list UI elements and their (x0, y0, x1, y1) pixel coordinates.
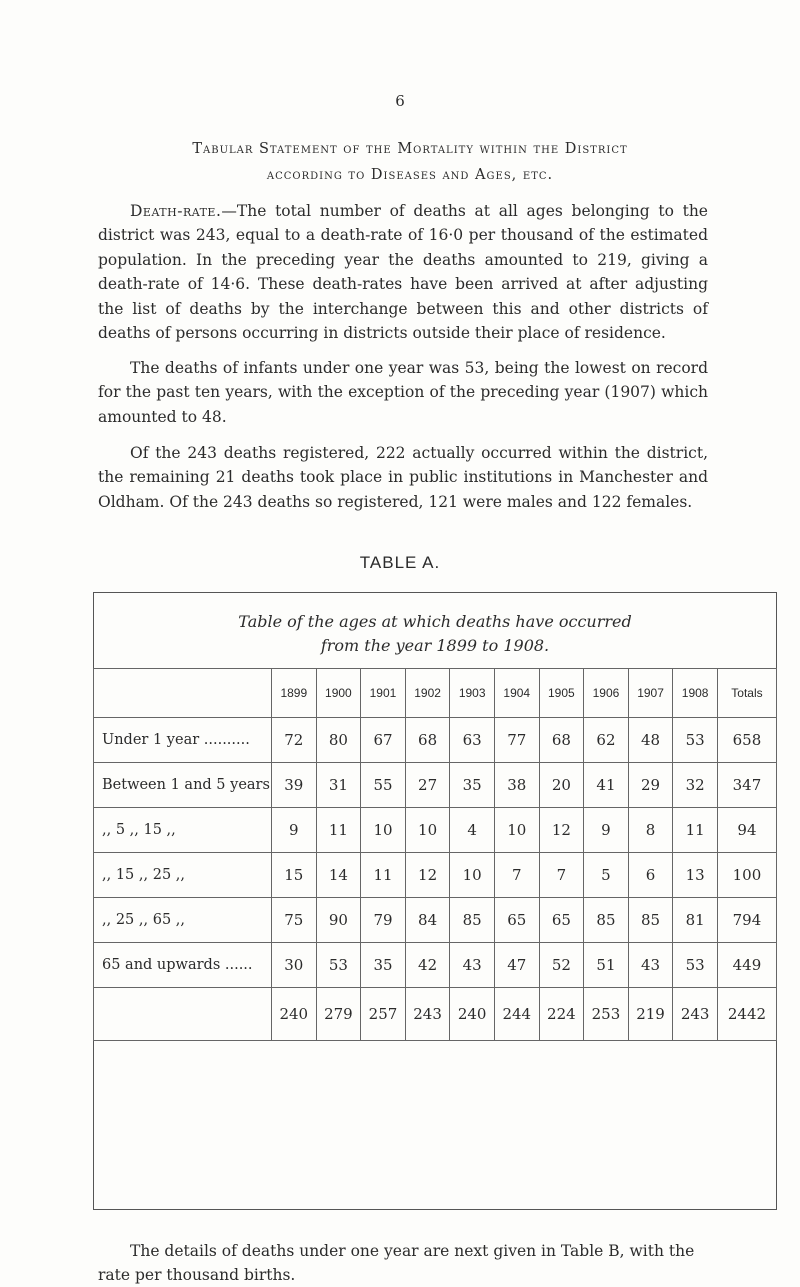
table-cell: 15 (272, 853, 317, 898)
table-cell: 8 (628, 808, 673, 853)
document-heading (100, 136, 720, 188)
row-label: ,, 25 ,, 65 ,, (94, 898, 272, 943)
totals-label-cell (94, 988, 272, 1041)
table-cell: 38 (494, 763, 539, 808)
death-rate-paragraph (98, 199, 708, 346)
death-rate-text: —The total number of deaths at all ages belonging to the district was 243, equal to a death-rate of 16·0 per thousand of the estimated population. In the preceding year the deaths amounted to 219, giving a death-rate of 14·6. These death-rates have been arrived at after adjusting the list of deaths by the interchange between this and other districts of deaths of persons occurring in districts outside their place of residence. (98, 201, 708, 342)
totals-cell: 243 (673, 988, 718, 1041)
table-cell: 68 (405, 718, 450, 763)
header-cell: 1905 (539, 669, 584, 718)
header-row (94, 669, 777, 718)
table-cell: 658 (717, 718, 776, 763)
table-cell: 80 (316, 718, 361, 763)
table-cell: 77 (494, 718, 539, 763)
mortality-table (93, 668, 777, 1041)
table-cell: 39 (272, 763, 317, 808)
table-cell: 11 (316, 808, 361, 853)
row-label: Under 1 year .......... (94, 718, 272, 763)
caption-line-2: from the year 1899 to 1908. (320, 636, 550, 655)
header-cell: 1901 (361, 669, 406, 718)
table-cell: 9 (584, 808, 629, 853)
table-cell: 9 (272, 808, 317, 853)
totals-cell: 2442 (717, 988, 776, 1041)
table-cell: 35 (450, 763, 495, 808)
table-cell: 10 (405, 808, 450, 853)
table-cell: 100 (717, 853, 776, 898)
footer-paragraph: The details of deaths under one year are next given in Table B, with the rate per thousand births. (98, 1241, 695, 1284)
totals-cell: 279 (316, 988, 361, 1041)
table-cell: 52 (539, 943, 584, 988)
row-label: 65 and upwards ...... (94, 943, 272, 988)
table-cell: 51 (584, 943, 629, 988)
table-cell: 47 (494, 943, 539, 988)
table-cell: 14 (316, 853, 361, 898)
table-cell: 94 (717, 808, 776, 853)
table-cell: 347 (717, 763, 776, 808)
table-cell: 35 (361, 943, 406, 988)
table-cell: 75 (272, 898, 317, 943)
table-cell: 53 (673, 718, 718, 763)
table-cell: 7 (494, 853, 539, 898)
totals-cell: 253 (584, 988, 629, 1041)
header-cell: 1903 (450, 669, 495, 718)
table-cell: 27 (405, 763, 450, 808)
header-cell: 1900 (316, 669, 361, 718)
table-cell: 5 (584, 853, 629, 898)
table-cell: 30 (272, 943, 317, 988)
table-title: TABLE A. (359, 553, 441, 572)
table-cell: 794 (717, 898, 776, 943)
table-cell: 12 (539, 808, 584, 853)
infants-paragraph: The deaths of infants under one year was 53, being the lowest on record for the past ten years, with the exception of the preceding year (1907) which amounted to 48. (98, 358, 708, 426)
table-row (94, 808, 777, 853)
page-number: 6 (395, 92, 405, 110)
table-cell: 53 (673, 943, 718, 988)
table-cell: 10 (450, 853, 495, 898)
table-cell: 11 (673, 808, 718, 853)
table-cell: 55 (361, 763, 406, 808)
table-cell: 85 (628, 898, 673, 943)
table-cell: 43 (628, 943, 673, 988)
table-cell: 449 (717, 943, 776, 988)
table-cell: 85 (584, 898, 629, 943)
table-row (94, 943, 777, 988)
registered-paragraph: Of the 243 deaths registered, 222 actually occurred within the district, the remaining 21 deaths took place in public institutions in Manchester and Oldham. Of the 243 deaths so registered, 121 were males and 122 females. (98, 443, 708, 511)
table-row (94, 718, 777, 763)
table-cell: 68 (539, 718, 584, 763)
totals-cell: 219 (628, 988, 673, 1041)
table-row (94, 853, 777, 898)
table-cell: 20 (539, 763, 584, 808)
totals-cell: 243 (405, 988, 450, 1041)
table-cell: 13 (673, 853, 718, 898)
header-cell: 1907 (628, 669, 673, 718)
table-cell: 31 (316, 763, 361, 808)
table-cell: 12 (405, 853, 450, 898)
header-cell: Totals (717, 669, 776, 718)
totals-cell: 257 (361, 988, 406, 1041)
table-cell: 42 (405, 943, 450, 988)
table-cell: 90 (316, 898, 361, 943)
table-cell: 67 (361, 718, 406, 763)
table-cell: 62 (584, 718, 629, 763)
header-cell: 1899 (272, 669, 317, 718)
caption-line-1: Table of the ages at which deaths have occurred (238, 612, 632, 631)
table-cell: 65 (539, 898, 584, 943)
table-cell: 65 (494, 898, 539, 943)
totals-row (94, 988, 777, 1041)
totals-cell: 240 (272, 988, 317, 1041)
row-label: ,, 15 ,, 25 ,, (94, 853, 272, 898)
death-rate-lead: Death-rate. (130, 201, 222, 220)
header-cell: 1908 (673, 669, 718, 718)
table-cell: 32 (673, 763, 718, 808)
table-row (94, 898, 777, 943)
table-row (94, 763, 777, 808)
table-cell: 84 (405, 898, 450, 943)
table-cell: 85 (450, 898, 495, 943)
table-cell: 10 (361, 808, 406, 853)
header-cell: 1904 (494, 669, 539, 718)
table-cell: 10 (494, 808, 539, 853)
table-cell: 81 (673, 898, 718, 943)
table-cell: 72 (272, 718, 317, 763)
table-cell: 4 (450, 808, 495, 853)
heading-line-1: Tabular Statement of the Mortality within the District (192, 141, 628, 157)
table-cell: 48 (628, 718, 673, 763)
table-cell: 41 (584, 763, 629, 808)
table-cell: 43 (450, 943, 495, 988)
totals-cell: 240 (450, 988, 495, 1041)
table-cell: 63 (450, 718, 495, 763)
row-label: ,, 5 ,, 15 ,, (94, 808, 272, 853)
table-caption (93, 610, 777, 658)
table-cell: 6 (628, 853, 673, 898)
totals-cell: 244 (494, 988, 539, 1041)
row-label: Between 1 and 5 years (94, 763, 272, 808)
header-cell (94, 669, 272, 718)
table-cell: 7 (539, 853, 584, 898)
header-cell: 1902 (405, 669, 450, 718)
totals-cell: 224 (539, 988, 584, 1041)
heading-line-2: according to Diseases and Ages, etc. (266, 167, 554, 183)
table-cell: 11 (361, 853, 406, 898)
table-cell: 79 (361, 898, 406, 943)
table-cell: 29 (628, 763, 673, 808)
header-cell: 1906 (584, 669, 629, 718)
table-cell: 53 (316, 943, 361, 988)
